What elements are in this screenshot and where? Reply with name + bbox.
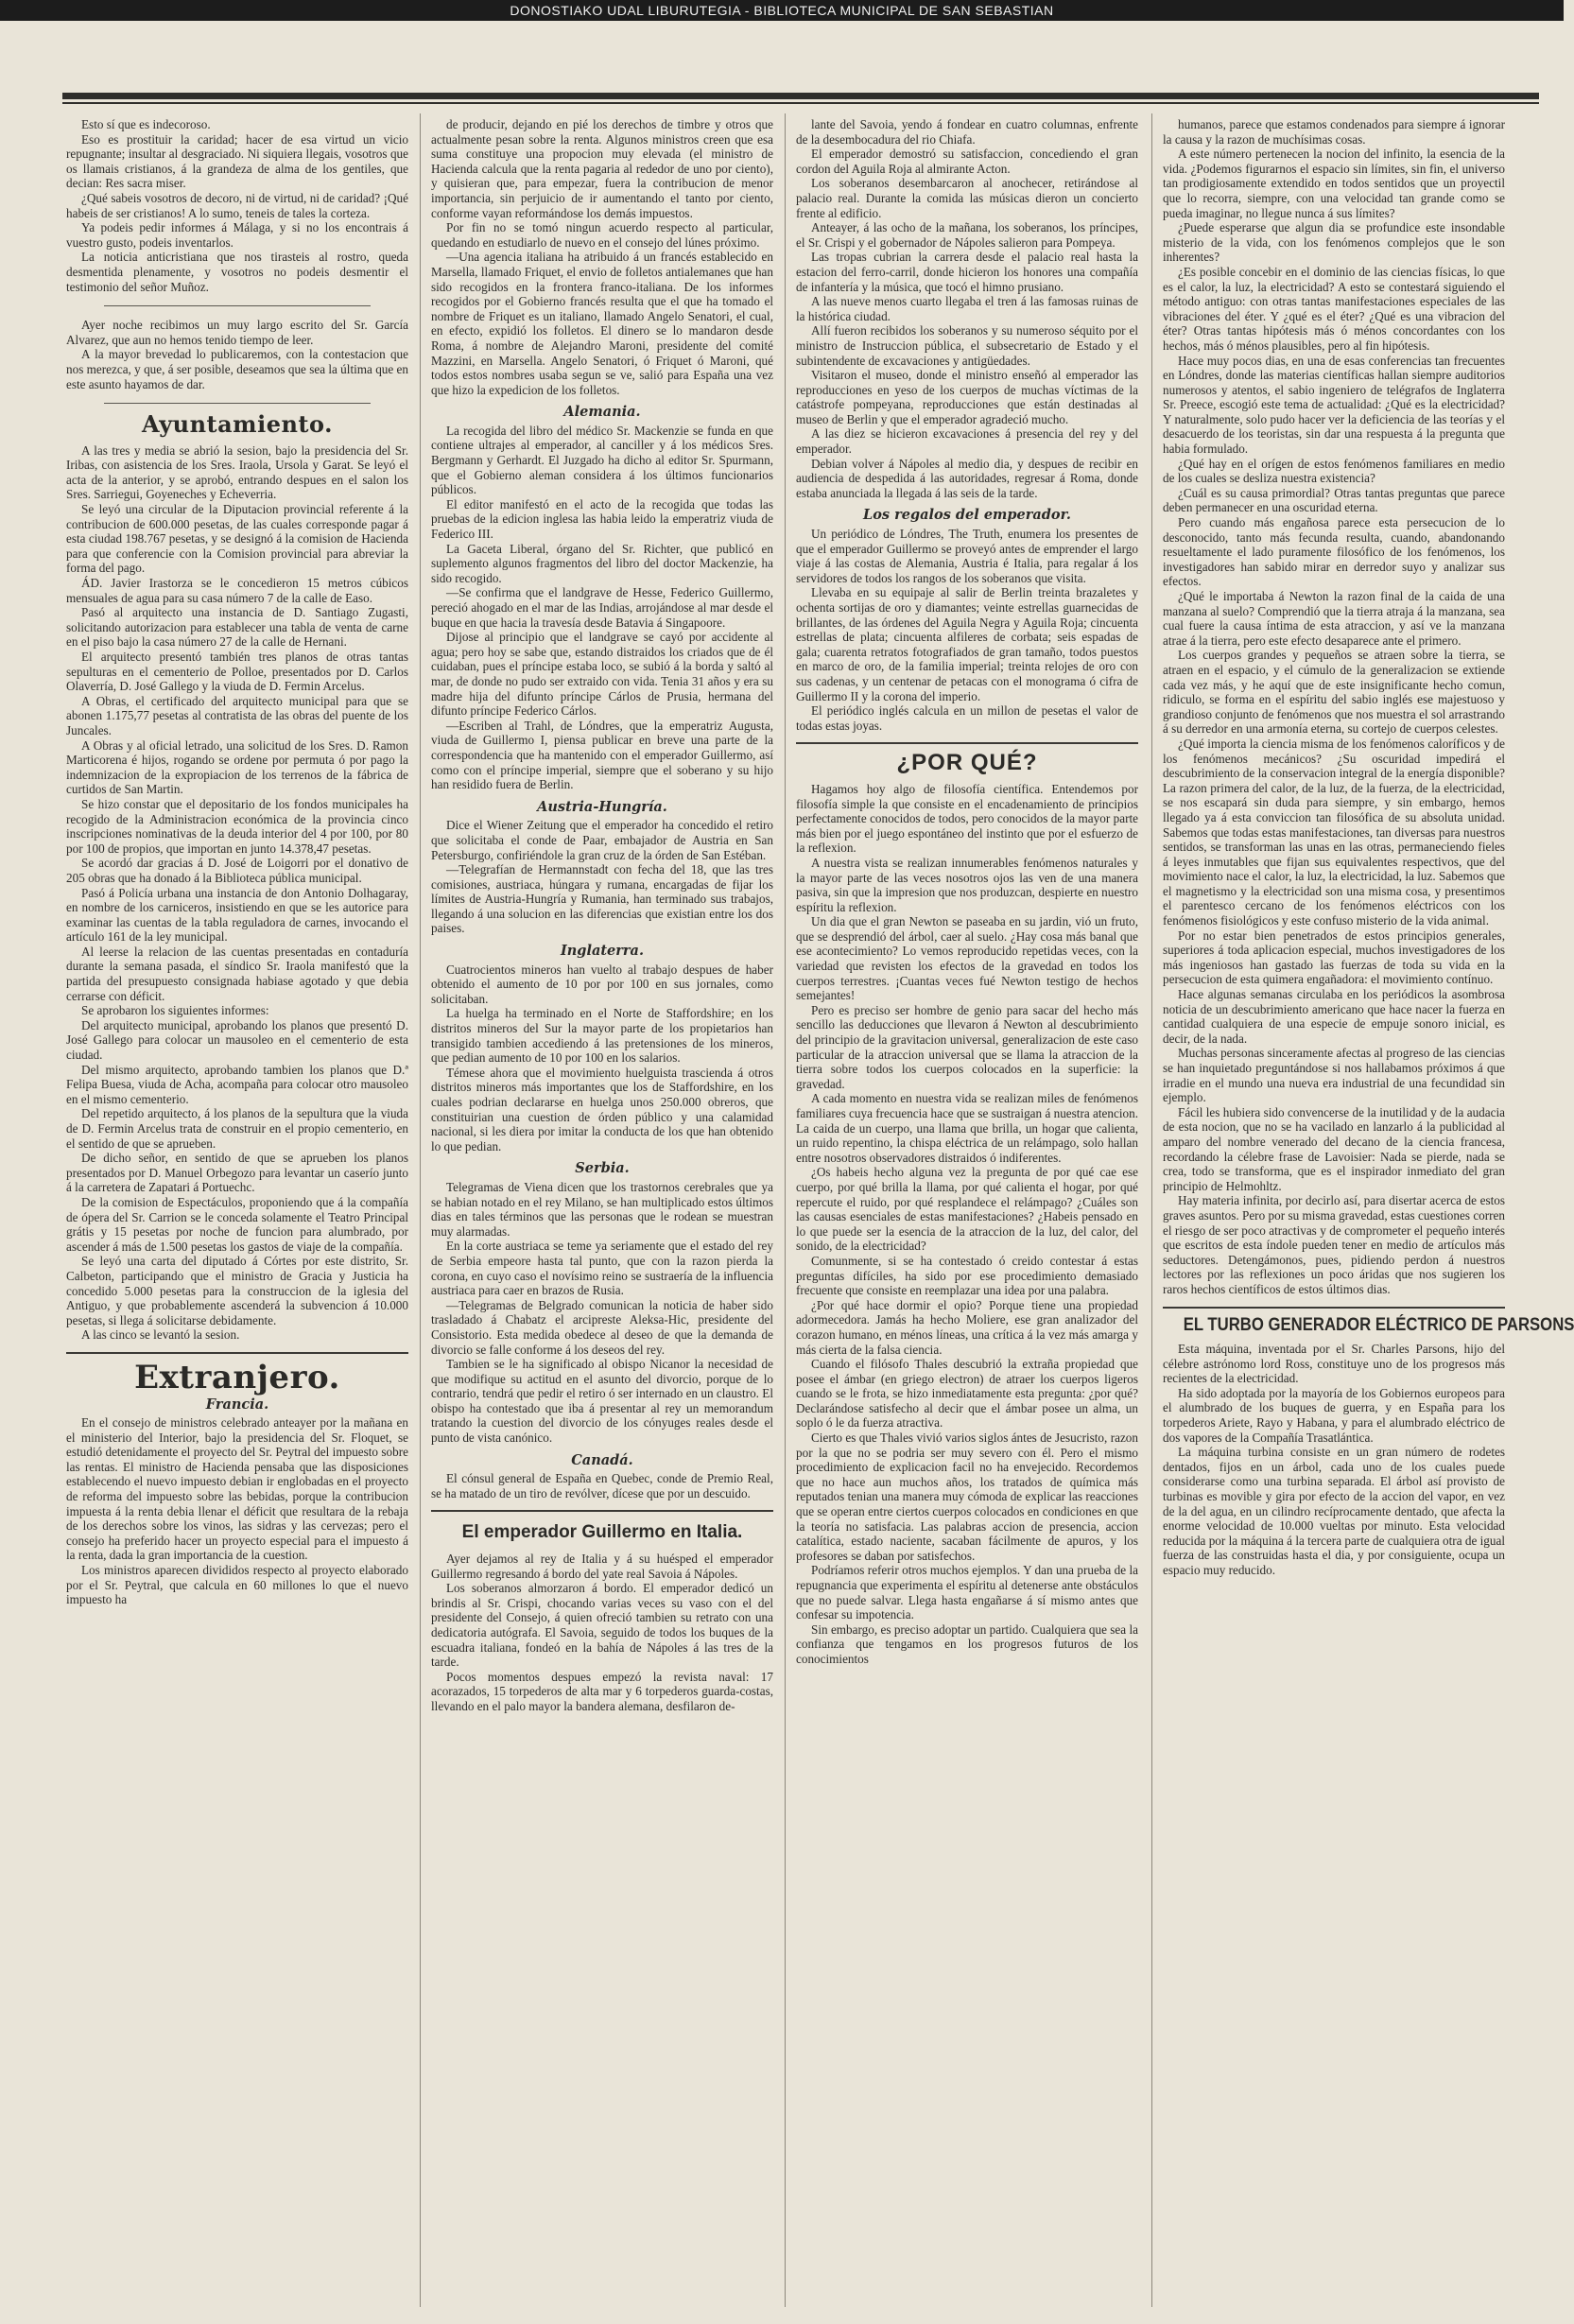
canada-heading: Canadá. <box>571 1451 633 1468</box>
paragraph: —Una agencia italiana ha atribuido á un francés establecido en Marsella, llamado Friquet, el envio de folletos antialemanes que han sido recogidos en la frontera franco-italiana. De los informes recogidos por el Gobierno francés resulta que el que ha tomado el nombre de Friquet es un italiano, llamado Angelo Senatori, el cual, en efecto, expidió los folletos. El dinero se lo mandaron desde Roma, á nombre de Alejandro Maroni, presidente del comité Mazzini, en Marsella. Angelo Senatori, ó Friquet ó Maroni, qué todos estos nombres usaba segun se ve, salió para España una vez que hizo la expedicion de los folletos. <box>431 250 773 397</box>
paragraph: Pero cuando más engañosa parece esta persecucion de lo desconocido, tanto más fecunda resulta, cuando, abandonando resueltamente el lado puramente filosófico de los fenómenos, los investigadores han sabido mirar en derredor suyo y analizar sus efectos. <box>1163 515 1505 589</box>
paragraph: Un periódico de Lóndres, The Truth, enumera los presentes de que el emperador Guillermo se proveyó antes de emprender el largo viaje á las costas de Alemania, Austria é Italia, para regalar á los servidores de todos los rangos de los soberanos que visita. <box>796 527 1138 585</box>
paragraph: Las tropas cubrian la carrera desde el palacio real hasta la estacion del ferro-carril, donde hicieron los honores una compañía de infantería y la música, que tocó el himno prusiano. <box>796 250 1138 294</box>
paragraph: Pero es preciso ser hombre de genio para sacar del hecho más sencillo las deducciones que llevaron á Newton al descubrimiento del principio de la gravitacion universal, generalizacion de este caso particular de la atraccion universal que se llama la atraccion de la tierra sobre todos los cuerpos colocados en la superficie: la gravedad. <box>796 1002 1138 1091</box>
inglaterra-heading: Inglaterra. <box>560 943 644 960</box>
column-divider <box>1151 113 1152 2307</box>
paragraph: ¿Puede esperarse que algun dia se profundice este insondable misterio de la vida, con los fenómenos complejos que le son inherentes? <box>1163 220 1505 265</box>
paragraph: humanos, parece que estamos condenados para siempre á ignorar la causa y la razon de muchísimas cosas. <box>1163 117 1505 147</box>
paragraph: —Telegramas de Belgrado comunican la noticia de haber sido trasladado á Chabatz el arcipreste Aleksa-Hic, presidente del Consistorio. Esta medida obedece al deseo de que la demanda de divorcio se falle conforme á los deseos del rey. <box>431 1297 773 1357</box>
column-1 <box>66 117 408 2311</box>
paragraph: ¿Qué sabeis vosotros de decoro, ni de virtud, ni de caridad? ¡Qué habeis de ser cristianos! A lo sumo, teneis de tales la corteza. <box>66 190 408 220</box>
paragraph: Un dia que el gran Newton se paseaba en su jardin, vió un fruto, que se desprendió del árbol, caer al suelo. ¿Hay cosa más banal que ese acontecimiento? Lo vemos reproducido repetidas veces, con la variedad que revisten los efectos de la gravedad en todos los cuerpos terrestres. ¡Cuantas veces fué Newton testigo de hechos semejantes! <box>796 914 1138 1003</box>
section-rule <box>796 742 1138 744</box>
paragraph: Llevaba en su equipaje al salir de Berlin treinta brazaletes y ochenta sortijas de oro y diamantes; veinte estrellas guarnecidas de brillantes, de las órdenes del Aguila Negra y Aguila Roja; cincuenta estrellas de plata; cincuenta alfileres de corbata; seis espadas de gala; cuarenta retratos fotografiados de gran tamaño, todos puestos en marco de oro, de la familia imperial; treinta relojes de oro con sus cadenas, y un centenar de petacas con el monograma ó cifra de Guillermo II y la corona del imperio. <box>796 585 1138 703</box>
section-rule <box>431 1510 773 1512</box>
paragraph: Comunmente, si se ha contestado ó creido contestar á estas preguntas difíciles, ha sido por ese procedimiento demasiado frecuente que consiste en reemplazar una idea por una palabra. <box>796 1253 1138 1298</box>
inglaterra-body <box>431 963 773 1154</box>
francia-body <box>66 1415 408 1607</box>
paragraph: Por no estar bien penetrados de estos principios generales, superiores á toda aplicacion especial, muchos investigadores de los más ingeniosos han gastado las fuerzas de toda su vida en la persecucion de esta quimera engañadora: el movimiento contínuo. <box>1163 928 1505 987</box>
paragraph: Pocos momentos despues empezó la revista naval: 17 acorazados, 15 torpederos de alta mar y 6 torpederos guarda-costas, llevando en el palo mayor la bandera alemana, desfilaron de- <box>431 1669 773 1713</box>
francia-heading: Francia. <box>205 1396 269 1413</box>
alemania-body <box>431 424 773 792</box>
serbia-heading: Serbia. <box>575 1160 630 1177</box>
paragraph: El emperador demostró su satisfaccion, concediendo el gran cordon del Aguila Roja al almirante Acton. <box>796 147 1138 176</box>
paragraph: El editor manifestó en el acto de la recogida que todas las pruebas de la edicion inglesa las habia leido la emperatriz viuda de Federico III. <box>431 496 773 542</box>
paragraph: A este número pertenecen la nocion del infinito, la esencia de la vida. ¿Podemos figurarnos el espacio sin límites, sin fin, el universo tan prodigiosamente extendido en todos sentidos que un proyectil que lo recorra, siempre, con una velocidad tan grande como se pueda imaginar, no llegue nunca á sus límites? <box>1163 147 1505 220</box>
paragraph: Telegramas de Viena dicen que los trastornos cerebrales que ya se habian notado en el rey Milano, se han multiplicado estos últimos dias en tales términos que las personas que le rodean se muestran muy alarmadas. <box>431 1179 773 1239</box>
por-que-heading: ¿POR QUÉ? <box>896 750 1038 776</box>
paragraph: Podríamos referir otros muchos ejemplos. Y dan una prueba de la repugnancia que experimenta el espíritu al detenerse ante obstáculos que no puede salvar. Llega hasta engañarse á sí mismo antes que confesar su impotencia. <box>796 1563 1138 1622</box>
intro-section <box>66 117 408 294</box>
guillermo-heading: El emperador Guillermo en Italia. <box>461 1522 743 1543</box>
paragraph: A Obras, el certificado del arquitecto municipal para que se abonen 1.175,77 pesetas al contratista de las obras del puente de los Juncales. <box>66 693 408 737</box>
paragraph: Hace muy pocos dias, en una de esas conferencias tan frecuentes en Lóndres, donde las materias científicas hallan siempre auditorios numerosos y atentos, el sabio ingeniero de telégrafos de Inglaterra Sr. Preece, escogió este tema de actualidad: ¿Qué es la electricidad? Y naturalmente, solo pudo hacer ver la deficiencia de las teorías y el desacuerdo de los teoristas, sin dar una respuesta á la pregunta que habia formulado. <box>1163 353 1505 457</box>
paragraph: Se aprobaron los siguientes informes: <box>81 1003 269 1018</box>
paragraph: ÁD. Javier Irastorza se le concedieron 15 metros cúbicos mensuales de agua para su casa número 7 de la calle de Easo. <box>66 576 408 605</box>
paragraph: La huelga ha terminado en el Norte de Staffordshire; en los distritos mineros del Sur la mayor parte de los propietarios han transigido tambien accediendo á las pretensiones de los mineros, que pedian aumento de 10 por 100 en los salarios. <box>431 1006 773 1066</box>
paragraph: A las diez se hicieron excavaciones á presencia del rey y del emperador. <box>796 426 1138 457</box>
paragraph: Debian volver á Nápoles al medio dia, y despues de recibir en audiencia de despedida á las autoridades, regresar á Roma, donde estaba anunciada la llegada á las seis de la tarde. <box>796 456 1138 500</box>
column-4 <box>1163 117 1574 2311</box>
paragraph: A Obras y al oficial letrado, una solicitud de los Sres. D. Ramon Marticorena é hijos, rogando se ordene por permuta ó por pago la indemnizacion de la expropiacion de los terrenos de la fábrica de curtidos de San Martin. <box>66 737 408 797</box>
paragraph: Pasó al arquitecto una instancia de D. Santiago Zugasti, solicitando autorizacion para establecer una tabla de venta de carne en el piso bajo la casa número 27 de la calle de Hernani. <box>66 605 408 650</box>
paragraph: La Gaceta Liberal, órgano del Sr. Richter, que publicó en suplemento algunos fragmentos del libro del doctor Mackenzie, ha sido recogido. <box>431 541 773 585</box>
paragraph: En la corte austriaca se teme ya seriamente que el estado del rey de Serbia empeore hasta tal punto, que con la razon pierda la corona, en cuyo caso el novísimo reino se sustraería de la influencia austriaca para caer en brazos de Rusia. <box>431 1239 773 1298</box>
canada-body <box>431 1471 773 1500</box>
paragraph: ¿Por qué hace dormir el opio? Porque tiene una propiedad adormecedora. Jamás ha hecho Moliere, ese gran analizador del corazon humano, en ménos líneas, una crítica á la vez más amarga y más cierta de la falsa ciencia. <box>796 1297 1138 1357</box>
paragraph: El cónsul general de España en Quebec, conde de Premio Real, se ha matado de un tiro de revólver, dícese que por un descuido. <box>431 1471 773 1500</box>
paragraph: El arquitecto presentó también tres planos de otras tantas sepulturas en el cementerio de Polloe, presentados por D. Carlos Olaverría, D. José Gallego y la viuda de D. Fermin Arcelus. <box>66 650 408 694</box>
section-rule <box>104 305 371 306</box>
paragraph: Ayer noche recibimos un muy largo escrito del Sr. García Alvarez, que aun no hemos tenido tiempo de leer. <box>66 318 408 347</box>
paragraph: de producir, dejando en pié los derechos de timbre y otros que actualmente pesan sobre la renta. Algunos ministros creen que esa suma constituye una propocion muy elevada (el ministro de Hacienda calcula que la renta pagaria al rededor de uno por ciento), y quisieran que, para empezar, fuera la contribucion de menor importancia, sin perjuicio de ir aumentando el tanto por ciento, conforme vayan reformándose los demás impuestos. <box>431 117 773 220</box>
paragraph: —Se confirma que el landgrave de Hesse, Federico Guillermo, pereció ahogado en el mar de las Indias, arrojándose al mar desde el buque en que hacia la travesía desde Batavia á Singapoore. <box>431 585 773 630</box>
por-que-body <box>796 782 1138 1667</box>
paragraph: Del mismo arquitecto, aprobando tambien los planos que D.ª Felipa Buesa, viuda de Acha, acompaña para colocar otro mausoleo en el mismo cementerio. <box>66 1062 408 1106</box>
regalos-heading: Los regalos del emperador. <box>863 507 1071 524</box>
paragraph: A cada momento en nuestra vida se realizan miles de fenómenos familiares cuya frecuencia hace que se sustraigan á nuestra atencion. La caida de un cuerpo, una llama que brilla, un hogar que calienta, un ruido repentino, la chispa eléctrica de un relámpago, solo hallan entre nosotros observadores distraidos ó indiferentes. <box>796 1091 1138 1165</box>
paragraph: Visitaron el museo, donde el ministro enseñó al emperador las reproducciones en yeso de los cuerpos de muchas víctimas de la catástrofe pompeyana, reproducciones que están destinadas al museo de Berlin y que el emperador agradeció mucho. <box>796 368 1138 426</box>
paragraph: —Telegrafían de Hermannstadt con fecha del 18, que las tres comisiones, austriaca, húngara y rumana, encargadas de fijar los límites de Austria-Hungría y Rumania, han terminado sus trabajos, llegando á una solucion en las diferencias que existian entre los dos paises. <box>431 862 773 936</box>
paragraph: A la mayor brevedad lo publicaremos, con la contestacion que nos merezca, y que, á ser posible, deseamos que sea la última que en este asunto hayamos de dar. <box>66 347 408 391</box>
austria-heading: Austria-Hungría. <box>537 798 667 815</box>
paragraph: Del repetido arquitecto, á los planos de la sepultura que la viuda de D. Fermin Arcelus trata de construir en el propio cementerio, en el sentido de que se aprueben. <box>66 1106 408 1151</box>
paragraph: Los soberanos desembarcaron al anochecer, retirándose al palacio real. Durante la comida las músicas dieron un concierto frente al edificio. <box>796 176 1138 220</box>
paragraph: De la comision de Espectáculos, proponiendo que á la compañía de ópera del Sr. Carrion se le conceda solamente el Teatro Principal grátis y 15 pesetas por noche de funcion para alumbrado, por ascender á más de 1.500 pesetas los gastos de viaje de la compañía. <box>66 1194 408 1254</box>
paragraph: Hagamos hoy algo de filosofía científica. Entendemos por filosofía simple la que consiste en el encadenamiento de principios perfectamente conocidos de todos, pero conocidos de la mayor parte más bien por el juego espontáneo del instinto que por el esfuerzo de la reflexion. <box>796 781 1138 856</box>
paragraph: Pasó á Policía urbana una instancia de don Antonio Dolhagaray, en nombre de los carniceros, insistiendo en que se les autorice para examinar las cuentas de la tabla reguladora de carnes, invocando el artículo 161 de la ley municipal. <box>66 885 408 945</box>
austria-body <box>431 818 773 936</box>
paragraph: ¿Os habeis hecho alguna vez la pregunta de por qué cae ese cuerpo, por qué brilla la llama, por qué calienta el hogar, por qué repercute el ruido, por qué resplandece el relámpago? ¿Cuáles son las causas esenciales de estas manifestaciones? ¿Habeis pensado en lo que puede ser la esencia de la atraccion de la luz, del calor, del sonido, de la electricidad? <box>796 1165 1138 1254</box>
paragraph: Fácil les hubiera sido convencerse de la inutilidad y de la audacia de esta nocion, que no se ha vacilado en lanzarlo á la publicidad al amparo del nombre venerado del decano de la ciencia francesa, recordando la célebre frase de Lavoisier: Nada se pierde, nada se crea, todo se transforma, que es el inspirador inmediato del gran principio de Helmohltz. <box>1163 1104 1505 1193</box>
masthead-rule-thin <box>62 102 1539 104</box>
paragraph: Allí fueron recibidos los soberanos y su numeroso séquito por el ministro de Instruccion pública, el subsecretario de Estado y el subintendente de excavaciones y antigüedades. <box>796 323 1138 368</box>
paragraph: ¿Es posible concebir en el dominio de las ciencias físicas, lo que es el calor, la luz, la electricidad? A esto se contestará siguiendo el método antiguo: con otras tantas manifestaciones especiales de las vibraciones del éter. Y ¿qué es el éter? ¿Qué es una vibracion del éter? Otras tantas hipótesis más ó ménos concordantes con los hechos, más ó ménos plausibles, pero al fin hipótesis. <box>1163 264 1505 353</box>
ayuntamiento-body <box>66 443 408 1343</box>
paragraph: Los soberanos almorzaron á bordo. El emperador dedicó un brindis al Sr. Crispi, chocando varias veces su vaso con el del presidente del Consejo, á quien ofreció tambien su retrato con una dedicatoria autógrafa. El Savoia, seguido de todos los buques de la escuadra italiana, fondeó en la bahía de Nápoles á las tres de la tarde. <box>431 1581 773 1670</box>
paragraph: El periódico inglés calcula en un millon de pesetas el valor de todas estas joyas. <box>796 703 1138 733</box>
ayuntamiento-heading: Ayuntamiento. <box>142 410 333 439</box>
paragraph: A nuestra vista se realizan innumerables fenómenos naturales y la mayor parte de las veces nosotros ojos las ven de una manera pasiva, sin que la impresion que nos produzcan, despierte en nuestro espíritu la reflexion. <box>796 855 1138 914</box>
paragraph: A las cinco se levantó la sesion. <box>81 1327 240 1343</box>
paragraph: ¿Cuál es su causa primordial? Otras tantas preguntas que parece deben permanecer en una oscuridad eterna. <box>1163 485 1505 515</box>
paragraph: Del arquitecto municipal, aprobando los planos que presentó D. José Gallego para colocar un mausoleo en el cementerio de esta ciudad. <box>66 1017 408 1063</box>
library-banner: DONOSTIAKO UDAL LIBURUTEGIA - BIBLIOTECA MUNICIPAL DE SAN SEBASTIAN <box>0 0 1564 21</box>
paragraph: Por fin no se tomó ningun acuerdo respecto al particular, quedando en estudiarlo de nuevo en el consejo del lúnes próximo. <box>431 220 773 250</box>
serbia-body <box>431 1180 773 1446</box>
paragraph: Ha sido adoptada por la mayoría de los Gobiernos europeos para el alumbrado de los buques de guerra, y en España para los torpederos Ariete, Rayo y Habana, y para el alumbrado eléctrico de dos vapores de la Compañía Trasatlántica. <box>1163 1385 1505 1445</box>
paragraph: Eso es prostituir la caridad; hacer de esa virtud un vicio repugnante; insultar al desgraciado. Ni siquiera llegais, vosotros que os llamais cristianos, á la grandeza de alma de los gentiles, que decian: Res sacra miser. <box>66 131 408 191</box>
guillermo-continued <box>796 117 1138 500</box>
paragraph: De dicho señor, en sentido de que se aprueben los planos presentados por D. Manuel Orbegozo para levantar un caserío junto á la carretera de Zapatari á Portuechc. <box>66 1151 408 1195</box>
paragraph: A las tres y media se abrió la sesion, bajo la presidencia del Sr. Iribas, con asistencia de los Sres. Iraola, Ursola y Garat. Se leyó el acta de la anterior, y se aprobó, entrando despues en el salon los Sres. Sarriegui, Goyeneches y Echeverria. <box>66 442 408 502</box>
paragraph: La noticia anticristiana que nos tirasteis al rostro, queda desmentida plenamente, y vosotros no podeis desmentir el testimonio del señor Muñoz. <box>66 250 408 294</box>
parsons-heading: EL TURBO GENERADOR ELÉCTRICO DE PARSONS <box>1183 1314 1574 1335</box>
paragraph: Al leerse la relacion de las cuentas presentadas en contaduría durante la semana pasada, el síndico Sr. Iraola manifestó que la partida del presupuesto consignada habiase agotado y que debia cerrarse con déficit. <box>66 944 408 1003</box>
paragraph: Los ministros aparecen divididos respecto al proyecto elaborado por el Sr. Peytral, que calcula en 60 millones lo que el nuevo impuesto ha <box>66 1563 408 1607</box>
paragraph: Se leyó una circular de la Diputacion provincial referente á la contribucion de 600.000 pesetas, de las cuales corresponde pagar á esta ciudad 198.767 pesetas, y se designó á la comision de Hacienda para que conferencie con la Comision provincial para abreviar la forma del pago. <box>66 502 408 576</box>
paragraph: Hace algunas semanas circulaba en los periódicos la asombrosa noticia de un descubrimiento americano que hace nacer la fuerza en cantidad cualquiera de una especie de empuje sonoro inicial, es decir, de la nada. <box>1163 987 1505 1046</box>
paragraph: Ya podeis pedir informes á Málaga, y si no los encontrais á vuestro gusto, podeis inventarlos. <box>66 220 408 250</box>
paragraph: Los cuerpos grandes y pequeños se atraen sobre la tierra, se atraen en el espacio, y el cúmulo de la generalizacion se extiende cada vez más, y he aquí que de este insignificante hecho comun, ridiculo, se forma en el espíritu del sabio inglés ese majestuoso y grandioso conjunto de fenómenos que nos muestra el sol arrastrando á su derredor en una armonía eterna, su cortejo de cuerpos celestes. <box>1163 648 1505 737</box>
paragraph: Se leyó una carta del diputado á Córtes por este distrito, Sr. Calbeton, participando que el ministro de Gracia y Justicia ha concedido 5.000 pesetas para la construccion de la iglesia del Antiguo, y que probablemente ascenderá la subvencion á 10.000 pesetas, si llega á solicitarse debidamente. <box>66 1254 408 1327</box>
paragraph: lante del Savoia, yendo á fondear en cuatro columnas, enfrente de la desembocadura del rio Chiafa. <box>796 117 1138 147</box>
paragraph: Muchas personas sinceramente afectas al progreso de las ciencias se han inquietado preguntándose si nos hallabamos próximos á que irradie en el mundo una nueva era industrial de una fecundidad sin ejemplo. <box>1163 1046 1505 1105</box>
paragraph: Ayer dejamos al rey de Italia y á su huésped el emperador Guillermo regresando á bordo del yate real Savoia á Nápoles. <box>431 1552 773 1581</box>
paragraph: La recogida del libro del médico Sr. Mackenzie se funda en que contiene ultrajes al emperador, al canciller y á los médicos Sres. Bergmann y Gerhardt. El Juzgado ha dicho al editor Sr. Spurmann, que el Gobierno aleman considera á los últimos funcionarios públicos. <box>431 423 773 497</box>
por-que-continued <box>1163 117 1505 1297</box>
paragraph: Esto sí que es indecoroso. <box>81 117 211 131</box>
paragraph: La máquina turbina consiste en un gran número de rodetes dentados, fijos en un árbol, cada uno de los cuales puede considerarse como una turbina separada. El árbol así provisto de turbinas es movible y gira por efecto de la accion del vapor, en vez de la del agua, en un cilindro recíprocamente dentado, que afecta la enorme velocidad de 10.000 vueltas por minuto. Esta velocidad reducida por la máquina á la tercera parte de cualquiera otra de igual fuerza de las construidas hasta el dia, y por consiguiente, ocupa un espacio muy reducido. <box>1163 1445 1505 1577</box>
paragraph: Se hizo constar que el depositario de los fondos municipales ha recogido de la Administracion económica de la provincia cinco inscripciones nominativas de la deuda interior del 4 por 100, por 80 por 100 de propios, que importan en junto 14.378,47 pesetas. <box>66 796 408 856</box>
guillermo-body <box>431 1552 773 1714</box>
column-divider <box>420 113 421 2307</box>
paragraph: Sin embargo, es preciso adoptar un partido. Cualquiera que sea la confianza que tengamos en los progresos futuros de los conocimientos <box>796 1622 1138 1666</box>
section-rule <box>66 1352 408 1354</box>
section-rule <box>1163 1307 1505 1309</box>
column-3 <box>796 117 1138 2311</box>
column-divider <box>785 113 786 2307</box>
regalos-body <box>796 527 1138 733</box>
paragraph: Hay materia infinita, por decirlo así, para disertar acerca de estos graves asuntos. Pero por su misma gravedad, estas cuestiones corren el riesgo de ser poco atractivas y de comprometer el pequeño interés que escritos de esta índole pueden tener en medio de artículos más seductores. Detengámonos, pues, pidiendo perdon á nuestros lectores por las reflexiones un poco áridas que nos sugieren los raros hechos científicos de estos últimos dias. <box>1163 1193 1505 1296</box>
section-rule <box>104 403 371 404</box>
extranjero-heading: Extranjero. <box>134 1358 340 1396</box>
parsons-body <box>1163 1342 1505 1578</box>
letter-notice <box>66 318 408 391</box>
paragraph: En el consejo de ministros celebrado anteayer por la mañana en el ministerio del Interior, bajo la presidencia del Sr. Floquet, se estudió detenidamente el proyecto del Sr. Peytral del impuesto sobre las rentas. El ministro de Hacienda pensaba que las disposiciones establecendo el nuevo impuesto debian ir englobadas en el proyecto de reforma del impuesto sobre las bebidas, porque la contribucion impuesta á la renta debia llenar el déficit que resultara de la rebaja de los derechos sobre los vinos, las sidras y las cervezas; pero el consejo ha preferido hacer un proyecto especial para el impuesto á la renta, dada la gran importancia de la cuestion. <box>66 1415 408 1563</box>
paragraph: Tambien se le ha significado al obispo Nicanor la necesidad de que modifique su actitud en el asunto del divorcio, porque de lo contrario, tendrá que pedir el retiro ó ser internado en un claustro. El obispo ha contestado que iba á presentar al rey un memorandum tratando la cuestion del divorcio de los cónyuges reales desde el punto de vista canónico. <box>431 1357 773 1446</box>
paragraph: Témese ahora que el movimiento huelguista trascienda á otros distritos mineros más importantes que los de Staffordshire, en los cuales podrian declararse en huelga unos 250.000 obreros, que constituirian una cuestion de órden público y una calamidad nacional, si les diera por imitar la conducta de los que han obtenido lo que pedian. <box>431 1065 773 1153</box>
paragraph: Cuando el filósofo Thales descubrió la extraña propiedad que posee el ámbar (en griego electron) de atraer los cuerpos ligeros cuando se le frota, se hizo inmediatamente esta pregunta: ¿por qué? Declarándose satisfecho al decir que el ámbar posee un alma, un soplo ó le da fuerza atractiva. <box>796 1357 1138 1431</box>
paragraph: Dijose al principio que el landgrave se cayó por accidente al agua; pero hoy se sabe que, estando distraidos los criados que de él cuidaban, pues el príncipe estaba loco, se subió á la borda y saltó al mar, de donde no pudo ser extraido con vida. Tenia 31 años y era su madre hija del difunto príncipe Cárlos de Prusia, hermana del difunto príncipe Federico Cárlos. <box>431 630 773 719</box>
paragraph: —Escriben al Trahl, de Lóndres, que la emperatriz Augusta, viuda de Guillermo I, piensa publicar en breve una parte de la correspondencia que ha mantenido con el emperador Guillermo, así como con el príncipe imperial, siempre que el soberano y su hijo han residido fuera de Berlin. <box>431 718 773 792</box>
paragraph: ¿Qué hay en el orígen de estos fenómenos familiares en medio de los cuales se desliza nuestra existencia? <box>1163 456 1505 486</box>
alemania-heading: Alemania. <box>563 404 641 421</box>
paragraph: Esta máquina, inventada por el Sr. Charles Parsons, hijo del célebre astrónomo lord Ross, constituye uno de los progresos más recientes de la electricidad. <box>1163 1342 1505 1386</box>
paragraph: Dice el Wiener Zeitung que el emperador ha concedido el retiro que solicitaba el conde de Paar, embajador de Austria en San Petersburgo, confiriéndole la gran cruz de la órden de San Estéban. <box>431 818 773 862</box>
paragraph: A las nueve menos cuarto llegaba el tren á las famosas ruinas de la histórica ciudad. <box>796 294 1138 323</box>
column-2 <box>431 117 773 2311</box>
paragraph: Anteayer, á las ocho de la mañana, los soberanos, los príncipes, el Sr. Crispi y el gobernador de Nápoles salieron para Pompeya. <box>796 220 1138 250</box>
paragraph: Se acordó dar gracias á D. José de Loigorri por el donativo de 205 obras que ha donado á la Biblioteca pública municipal. <box>66 856 408 885</box>
paragraph: ¿Qué le importaba á Newton la razon final de la caida de una manzana al suelo? Comprendió que la tierra atraja á la manzana, sea cual fuere la causa íntima de esta atraccion, y así ve la manzana atrae á la tierra, pero este efecto desaparece ante el primero. <box>1163 589 1505 648</box>
paragraph: Cierto es que Thales vivió varios siglos ántes de Jesucristo, razon por la que no se podria ser muy severo con él. Pero el mismo procedimiento de explicacion facil no ha envejecido. Recordemos que no hace aun muchos años, los tratados de química más reputados tenian una manera muy cómoda de explicar las reacciones que se operan entre ciertos cuerpos colocados en condiciones en que la teoría no satisfacia. Las palabras accion de presencia, accion catalítica, estado naciente, sacaban fácilmente de apuros, y los profesores se daban por satisfechos. <box>796 1431 1138 1563</box>
masthead-rule <box>62 93 1539 99</box>
paragraph: ¿Qué importa la ciencia misma de los fenómenos caloríficos y de los fenómenos mecánicos? ¿Su oscuridad impedirá el descubrimiento de la conservacion integral de la energía disponible? La razon primera del calor, de la luz, de la fuerza, de la electricidad, se nos escapará sin duda para siempre, y sin embargo, hemos llegado ya á esta conviccion tan filosófica de su absoluta unidad. Sabemos que todas estas manifestaciones, tan diversas para nuestros sentidos, se transforman las unas en las otras, permaneciendo fieles á leyes inmutables que fijan sus equivalentes respectivos, que del movimiento nace el calor, la luz, la electricidad, la luz. Sabemos que el magnetismo y la electricidad son una misma cosa, y presentimos el parentesco cercano de los fenómenos eléctricos con los fenómenos fisiológicos y este confuso misterio de la vida animal. <box>1163 736 1505 928</box>
paragraph: Cuatrocientos mineros han vuelto al trabajo despues de haber obtenido el aumento de 10 por por 100 en sus jornales, como solicitaban. <box>431 962 773 1006</box>
francia-continued <box>431 117 773 397</box>
